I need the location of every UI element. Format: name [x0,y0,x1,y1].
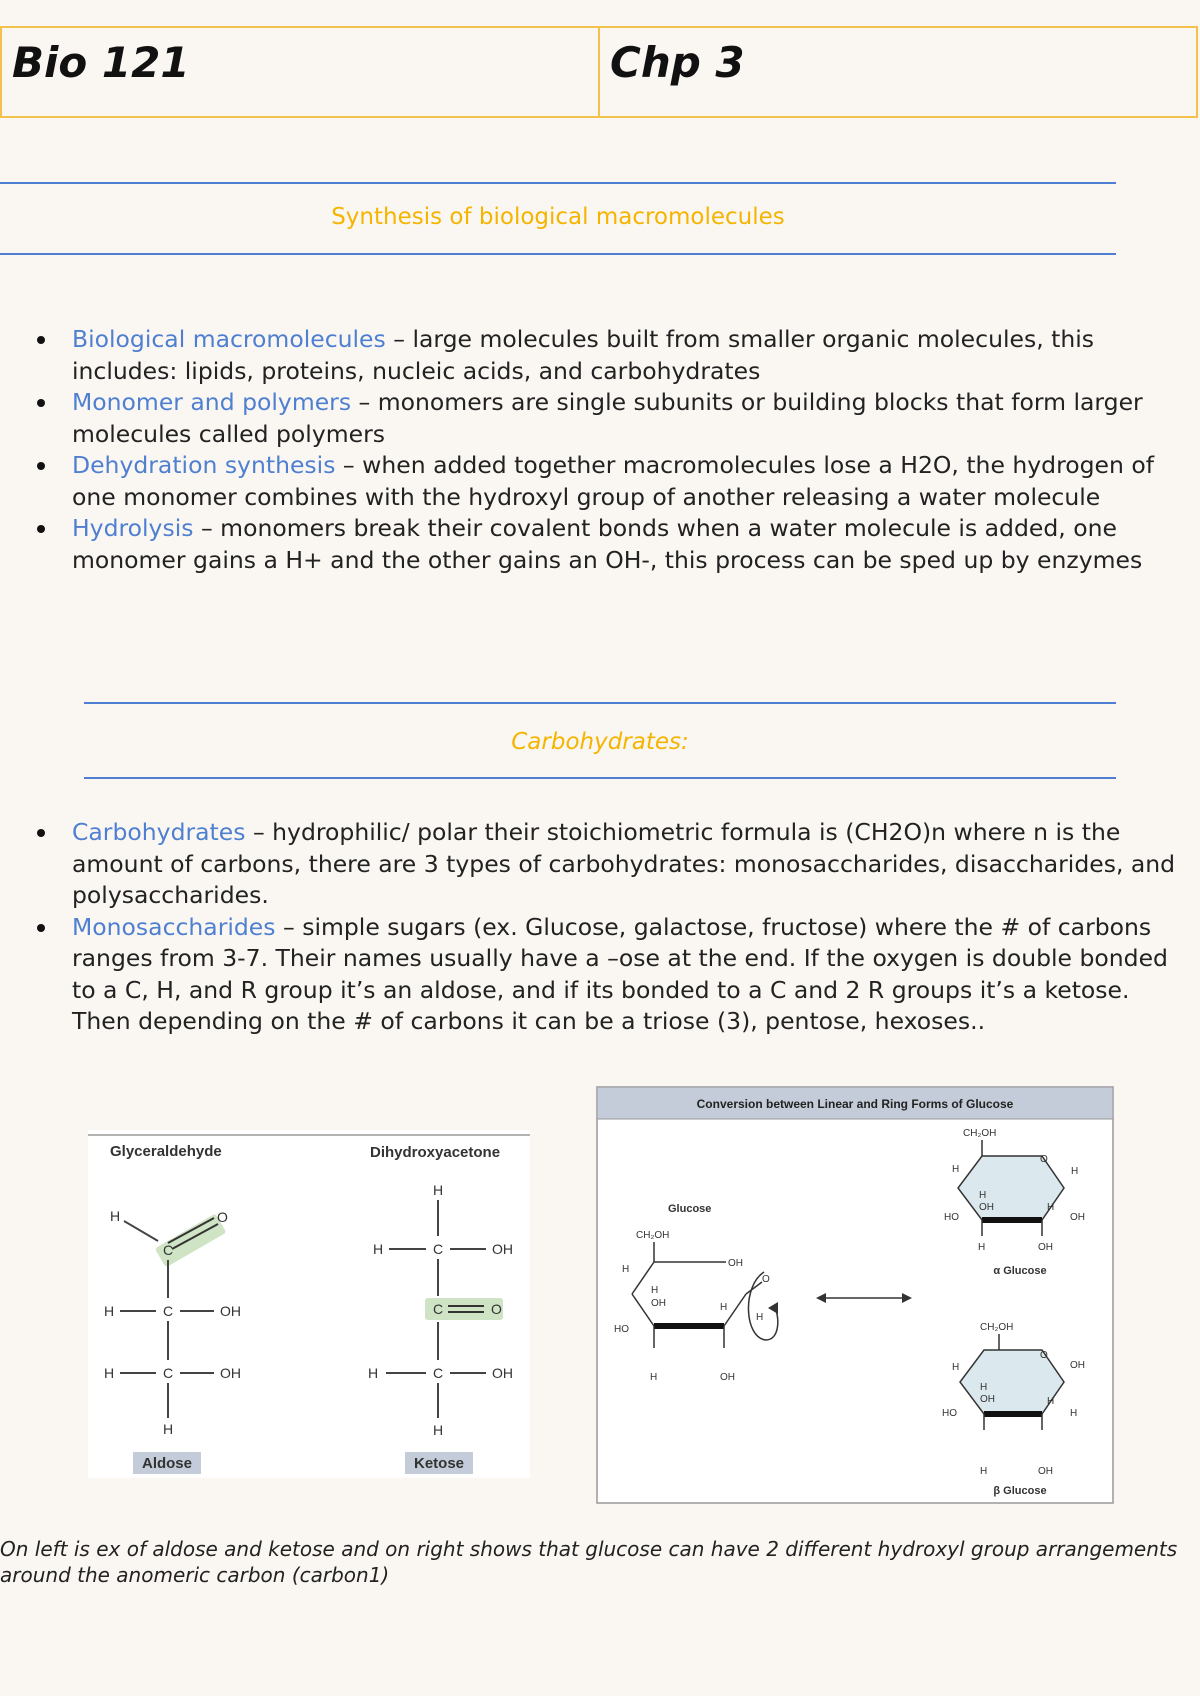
figure-frame [597,1087,1113,1503]
term: Monosaccharides [72,912,276,941]
term: Monomer and polymers [72,388,352,416]
term: Carbohydrates [72,818,246,846]
atom-h: H [720,1302,728,1313]
atom-c: C [163,1303,174,1319]
atom-oh: OH [651,1298,666,1309]
section2-top-rule [84,702,1116,704]
term: Hydrolysis [72,514,194,542]
atom-c: C [433,1241,444,1257]
definition: – simple sugars (ex. Glucose, galactose, fructose) where the # of carbons ranges from 3-7. Their names usually have a –ose at the end. If the oxygen is double bonded to a C, H, and R group it’s an aldose, and if its bonded to a C and 2 R groups it’s a ketose. Then depending on the # of carbons it can be a triose (3), pentose, hexoses.. [72,912,1168,1035]
definition: – monomers are single subunits or building blocks that form larger molecules called polymers [72,388,1143,448]
glyceraldehyde-title: Glyceraldehyde [110,1143,222,1160]
atom-oh: OH [1070,1360,1085,1371]
glucose-label: Glucose [668,1203,712,1215]
atom-ho: HO [942,1408,957,1419]
header-table [0,26,1198,118]
atom-o: O [762,1274,770,1285]
atom-h: H [104,1365,115,1381]
atom-h: H [163,1421,174,1437]
atom-h: H [980,1466,988,1477]
atom-o: O [217,1209,228,1225]
section2-title: Carbohydrates: [511,729,689,755]
course-cell [2,28,598,116]
atom-oh: OH [979,1202,994,1213]
atom-o: O [1040,1350,1048,1361]
section1-bullet-list [30,324,1190,576]
list-item [30,817,1190,912]
atom-h: H [979,1190,987,1201]
atom-h: H [980,1382,988,1393]
section1-title: Synthesis of biological macromolecules [331,204,785,230]
section1-top-rule [0,182,1116,184]
atom-h: H [433,1422,444,1438]
atom-h: H [952,1164,960,1175]
atom-oh: OH [220,1365,241,1381]
list-item [30,513,1190,576]
section2-bullet-list [30,817,1190,1038]
atom-oh: OH [720,1372,735,1383]
atom-h: H [104,1303,115,1319]
chapter-cell [598,28,1196,116]
atom-oh: OH [1038,1466,1053,1477]
atom-c: C [163,1365,174,1381]
definition: – monomers break their covalent bonds when a water molecule is added, one monomer gains a H+ and the other gains an OH-, this process can be sped up by enzymes [72,514,1143,574]
atom-h: H [373,1241,384,1257]
figure-title: Conversion between Linear and Ring Forms of Glucose [696,1097,1014,1111]
definition: – when added together macromolecules lose a H2O, the hydrogen of one monomer combines with the hydroxyl group of another releasing a water molecule [72,451,1155,511]
atom-oh: OH [492,1365,513,1381]
atom-oh: OH [980,1394,995,1405]
atom-h: H [952,1362,960,1373]
course-title: Bio 121 [12,38,190,87]
definition: – large molecules built from smaller organic molecules, this includes: lipids, proteins, nucleic acids, and carbohydrates [72,325,1095,385]
atom-oh: OH [492,1241,513,1257]
list-item [30,387,1190,450]
definition: – hydrophilic/ polar their stoichiometric formula is (CH2O)n where n is the amount of carbons, there are 3 types of carbohydrates: monosaccharides, disaccharides, and polysaccharides. [72,818,1176,909]
ketose-label: Ketose [413,1455,465,1472]
section1-bottom-rule [0,253,1116,255]
atom-ch2oh: CH₂OH [963,1128,997,1139]
atom-o: O [1040,1154,1048,1165]
atom-oh: OH [1038,1242,1053,1253]
term: Biological macromolecules [72,325,386,353]
atom-o: O [491,1301,502,1317]
list-item [30,912,1190,1038]
aldose-ketose-figure [88,1130,530,1478]
atom-oh: OH [1070,1212,1085,1223]
atom-h: H [110,1208,121,1224]
atom-ch2oh: CH₂OH [636,1230,670,1241]
term: Dehydration synthesis [72,451,336,479]
list-item [30,450,1190,513]
atom-oh: OH [728,1258,743,1269]
aldose-label: Aldose [141,1455,193,1472]
list-item [30,324,1190,387]
atom-h: H [1047,1202,1055,1213]
atom-h: H [978,1242,986,1253]
atom-h: H [1047,1396,1055,1407]
figure-caption: On left is ex of aldose and ketose and on right shows that glucose can have 2 different hydroxyl group arrangements around the anomeric carbon (carbon1) [0,1537,1178,1587]
chapter-title: Chp 3 [610,38,745,87]
glucose-ring-figure [596,1086,1114,1504]
section2-bottom-rule [84,777,1116,779]
atom-h: H [756,1312,764,1323]
atom-c: C [433,1365,444,1381]
atom-h: H [368,1365,379,1381]
atom-c: C [163,1242,174,1258]
atom-ho: HO [614,1324,629,1335]
atom-h: H [1070,1408,1078,1419]
atom-ho: HO [944,1212,959,1223]
alpha-glucose-label: α Glucose [993,1265,1047,1277]
atom-h: H [651,1285,659,1296]
atom-h: H [622,1264,630,1275]
atom-c: C [433,1301,444,1317]
atom-h: H [650,1372,658,1383]
dihydroxyacetone-title: Dihydroxyacetone [370,1144,501,1161]
atom-oh: OH [220,1303,241,1319]
atom-h: H [1071,1166,1079,1177]
beta-glucose-label: β Glucose [993,1485,1047,1497]
atom-h: H [433,1182,444,1198]
atom-ch2oh: CH₂OH [980,1322,1014,1333]
